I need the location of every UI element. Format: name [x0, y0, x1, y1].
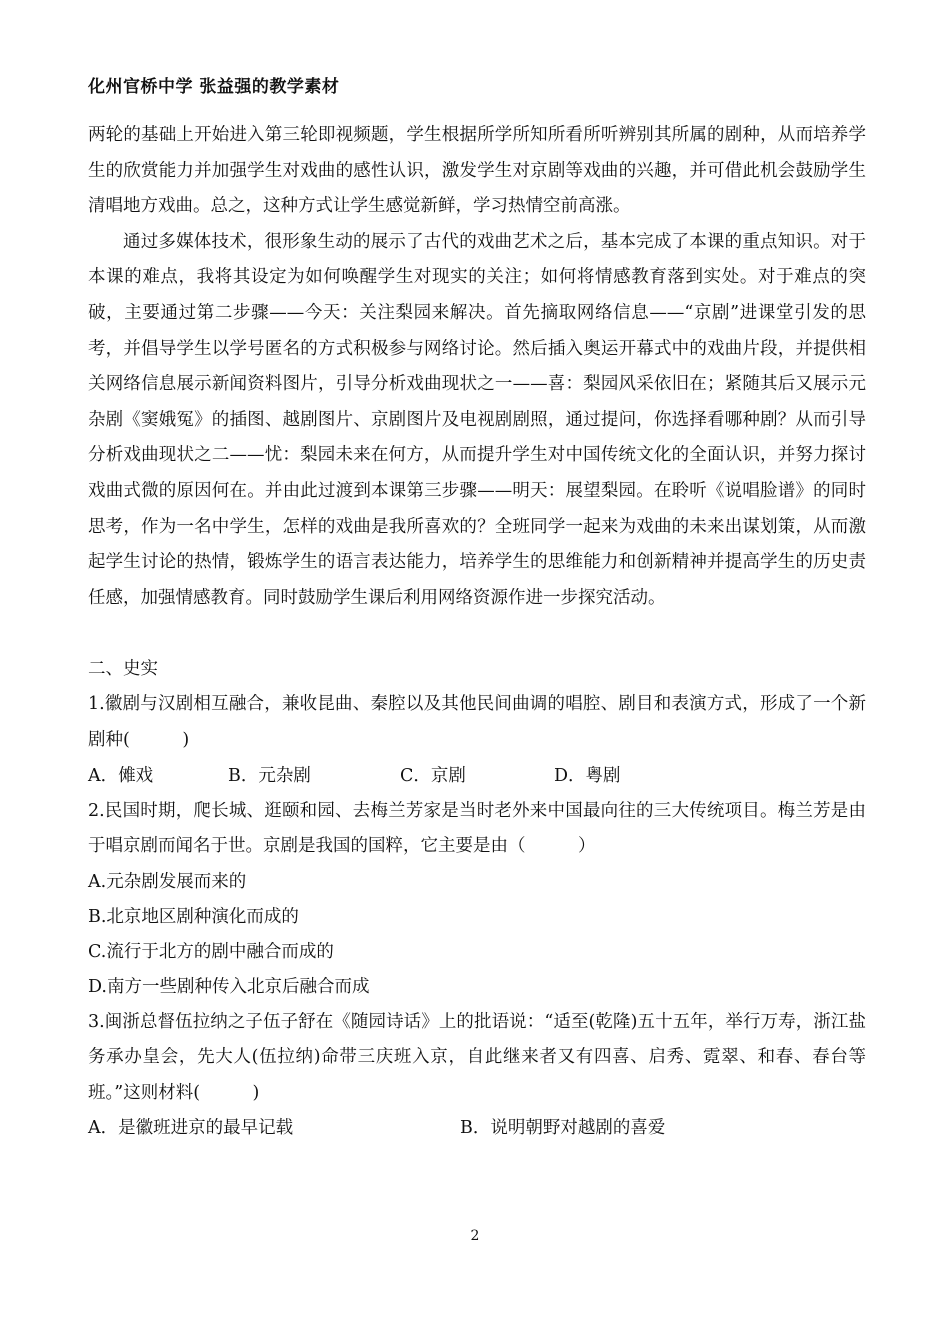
- q2-option-d: D.南方一些剧种传入北京后融合而成: [88, 976, 370, 997]
- paragraph-1: 两轮的基础上开始进入第三轮即视频题，学生根据所学所知所看所听辨别其所属的剧种，从而培养学生的欣赏能力并加强学生对戏曲的感性认识，激发学生对京剧等戏曲的兴趣，并可借此机会鼓励学生清唱地方戏曲。总之，这种方式让学生感觉新鲜，学习热情空前高涨。: [88, 125, 866, 217]
- question-1-stem: 1.徽剧与汉剧相互融合，兼收昆曲、秦腔以及其他民间曲调的唱腔、剧目和表演方式，形成了一个新剧种( ): [88, 694, 866, 750]
- page-content: [88, 118, 866, 1146]
- question-2-stem: 2.民国时期，爬长城、逛颐和园、去梅兰芳家是当时老外来中国最向往的三大传统项目。梅兰芳是由于唱京剧而闻名于世。京剧是我国的国粹，它主要是由（ ）: [88, 800, 866, 857]
- question-3-options: [88, 1111, 866, 1146]
- page-number: 2: [470, 1228, 480, 1244]
- q1-option-a: A．傩戏: [88, 765, 154, 786]
- q1-option-c: C．京剧: [400, 765, 466, 786]
- section-facts: [88, 652, 866, 1146]
- q2-option-a: A.元杂剧发展而来的: [88, 871, 247, 892]
- q2-option-c: C.流行于北方的剧中融合而成的: [88, 941, 334, 962]
- q1-option-b: B．元杂剧: [228, 765, 311, 786]
- question-3-stem: 3.闽浙总督伍拉纳之子伍子舒在《随园诗话》上的批语说：“适至(乾隆)五十五年，举行万寿，浙江盐务承办皇会，先大人(伍拉纳)命带三庆班入京，自此继来者又有四喜、启秀、霓翠、和春、春台等班。”这则材料( ): [88, 1011, 866, 1103]
- section-title: 二、史实: [88, 659, 158, 680]
- q2-option-b: B.北京地区剧种演化而成的: [88, 906, 299, 927]
- q3-option-b: B．说明朝野对越剧的喜爱: [460, 1118, 666, 1139]
- q3-option-a: A．是徽班进京的最早记载: [88, 1118, 294, 1139]
- question-1-options: [88, 759, 866, 794]
- document-header: 化州官桥中学 张益强的教学素材: [88, 77, 340, 97]
- q1-option-d: D．粤剧: [554, 765, 621, 786]
- paragraph-2: 通过多媒体技术，很形象生动的展示了古代的戏曲艺术之后，基本完成了本课的重点知识。对于本课的难点，我将其设定为如何唤醒学生对现实的关注；如何将情感教育落到实处。对于难点的突破，主要通过第二步骤——今天：关注梨园来解决。首先摘取网络信息——“京剧”进课堂引发的思考，并倡导学生以学号匿名的方式积极参与网络讨论。然后插入奥运开幕式中的戏曲片段，并提供相关网络信息展示新闻资料图片，引导分析戏曲现状之一——喜：梨园风采依旧在；紧随其后又展示元杂剧《窦娥冤》的插图、越剧图片、京剧图片及电视剧剧照，通过提问，你选择看哪种剧？从而引导分析戏曲现状之二——忧：梨园未来在何方，从而提升学生对中国传统文化的全面认识，并努力探讨戏曲式微的原因何在。并由此过渡到本课第三步骤——明天：展望梨园。在聆听《说唱脸谱》的同时思考，作为一名中学生，怎样的戏曲是我所喜欢的？全班同学一起来为戏曲的未来出谋划策，从而激起学生讨论的热情，锻炼学生的语言表达能力，培养学生的思维能力和创新精神并提高学生的历史责任感，加强情感教育。同时鼓励学生课后利用网络资源作进一步探究活动。: [88, 231, 866, 608]
